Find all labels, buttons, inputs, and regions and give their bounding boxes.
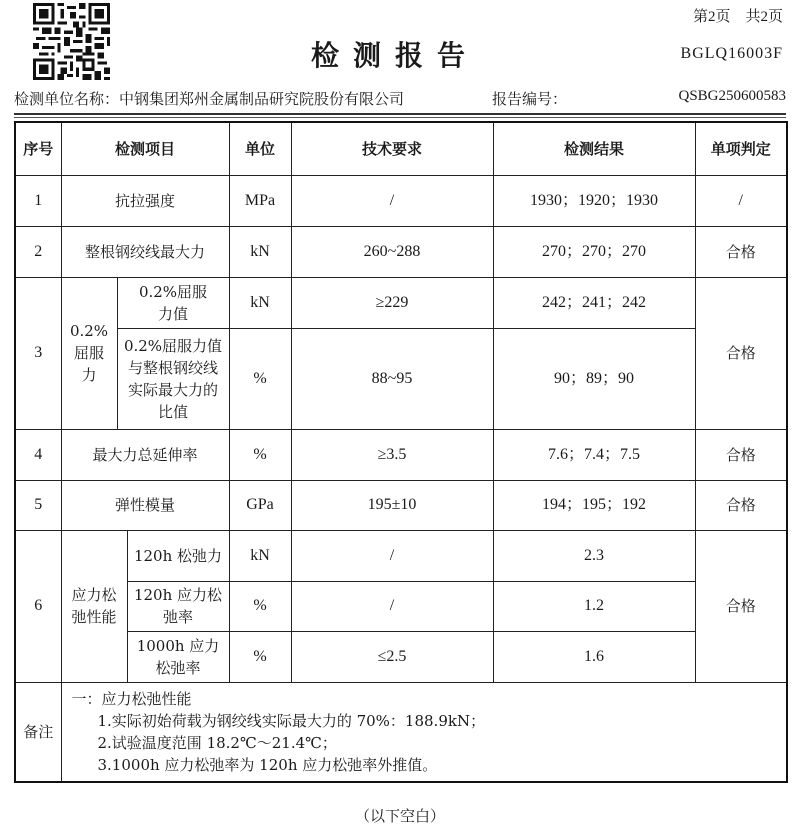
verdict: 合格 bbox=[695, 226, 787, 277]
remarks-label: 备注 bbox=[15, 682, 61, 782]
sub-item: 0.2%屈服力值与整根钢绞线实际最大力的比值 bbox=[117, 328, 229, 429]
unit: % bbox=[229, 429, 291, 480]
col-header-requirement: 技术要求 bbox=[291, 122, 493, 175]
results-table bbox=[14, 121, 788, 783]
remark-line: 2.试验温度范围 18.2℃～21.4℃； bbox=[97, 733, 337, 752]
unit: kN bbox=[229, 530, 291, 581]
requirement: / bbox=[291, 175, 493, 226]
unit: % bbox=[229, 631, 291, 682]
row-no: 2 bbox=[15, 226, 61, 277]
item: 弹性模量 bbox=[61, 480, 229, 530]
table-row bbox=[15, 429, 787, 480]
col-header-no: 序号 bbox=[15, 122, 61, 175]
row-no: 4 bbox=[15, 429, 61, 480]
header-divider-thin bbox=[14, 117, 786, 118]
testing-organization: 检测单位名称：中钢集团郑州金属制品研究院股份有限公司 bbox=[14, 90, 405, 108]
row-no: 5 bbox=[15, 480, 61, 530]
result: 1930；1920；1930 bbox=[493, 175, 695, 226]
remark-line: 3.1000h 应力松弛率为 120h 应力松弛率外推值。 bbox=[97, 755, 438, 774]
table-row bbox=[15, 480, 787, 530]
requirement: 88~95 bbox=[291, 328, 493, 429]
sub-item: 0.2%屈服力值 bbox=[117, 277, 229, 328]
result: 242；241；242 bbox=[493, 277, 695, 328]
result: 2.3 bbox=[493, 530, 695, 581]
sub-item: 120h 应力松弛率 bbox=[127, 581, 229, 631]
verdict: / bbox=[695, 175, 787, 226]
form-code: BGLQ16003F bbox=[680, 45, 783, 62]
requirement: ≤2.5 bbox=[291, 631, 493, 682]
requirement: / bbox=[291, 530, 493, 581]
result: 1.6 bbox=[493, 631, 695, 682]
unit: kN bbox=[229, 277, 291, 328]
item: 抗拉强度 bbox=[61, 175, 229, 226]
remarks-row bbox=[15, 682, 787, 782]
report-info-line bbox=[14, 88, 786, 110]
remarks-heading: 一：应力松弛性能 bbox=[71, 689, 192, 708]
unit: MPa bbox=[229, 175, 291, 226]
verdict: 合格 bbox=[695, 480, 787, 530]
item-group: 0.2%屈服力 bbox=[61, 277, 117, 429]
result: 90；89；90 bbox=[493, 328, 695, 429]
page-indicator: 第2页 共2页 bbox=[692, 9, 783, 25]
requirement: / bbox=[291, 581, 493, 631]
header-row bbox=[15, 122, 787, 175]
row-no: 1 bbox=[15, 175, 61, 226]
table-row bbox=[15, 175, 787, 226]
verdict: 合格 bbox=[695, 277, 787, 429]
header-divider bbox=[14, 113, 786, 115]
table-row bbox=[15, 581, 787, 631]
result: 194；195；192 bbox=[493, 480, 695, 530]
table-row bbox=[15, 631, 787, 682]
verdict: 合格 bbox=[695, 530, 787, 682]
table-row bbox=[15, 226, 787, 277]
result: 270；270；270 bbox=[493, 226, 695, 277]
remarks bbox=[61, 682, 787, 782]
table-row bbox=[15, 277, 787, 328]
requirement: 195±10 bbox=[291, 480, 493, 530]
row-no: 3 bbox=[15, 277, 61, 429]
verdict: 合格 bbox=[695, 429, 787, 480]
col-header-item: 检测项目 bbox=[61, 122, 229, 175]
item: 整根钢绞线最大力 bbox=[61, 226, 229, 277]
sub-item: 1000h 应力松弛率 bbox=[127, 631, 229, 682]
unit: % bbox=[229, 581, 291, 631]
table-row bbox=[15, 530, 787, 581]
unit: % bbox=[229, 328, 291, 429]
table-row bbox=[15, 328, 787, 429]
result: 7.6；7.4；7.5 bbox=[493, 429, 695, 480]
report-number: QSBG250600583 bbox=[678, 88, 786, 104]
item-group: 应力松弛性能 bbox=[61, 530, 127, 682]
requirement: 260~288 bbox=[291, 226, 493, 277]
col-header-verdict: 单项判定 bbox=[695, 122, 787, 175]
requirement: ≥229 bbox=[291, 277, 493, 328]
report-title: 检测报告 bbox=[310, 39, 479, 72]
unit: kN bbox=[229, 226, 291, 277]
blank-below-note: （以下空白） bbox=[354, 807, 445, 825]
col-header-unit: 单位 bbox=[229, 122, 291, 175]
requirement: ≥3.5 bbox=[291, 429, 493, 480]
result: 1.2 bbox=[493, 581, 695, 631]
col-header-result: 检测结果 bbox=[493, 122, 695, 175]
remark-line: 1.实际初始荷载为钢绞线实际最大力的 70%：188.9kN； bbox=[97, 711, 486, 730]
item: 最大力总延伸率 bbox=[61, 429, 229, 480]
report-number-label: 报告编号： bbox=[492, 90, 568, 108]
row-no: 6 bbox=[15, 530, 61, 682]
unit: GPa bbox=[229, 480, 291, 530]
sub-item: 120h 松弛力 bbox=[127, 530, 229, 581]
